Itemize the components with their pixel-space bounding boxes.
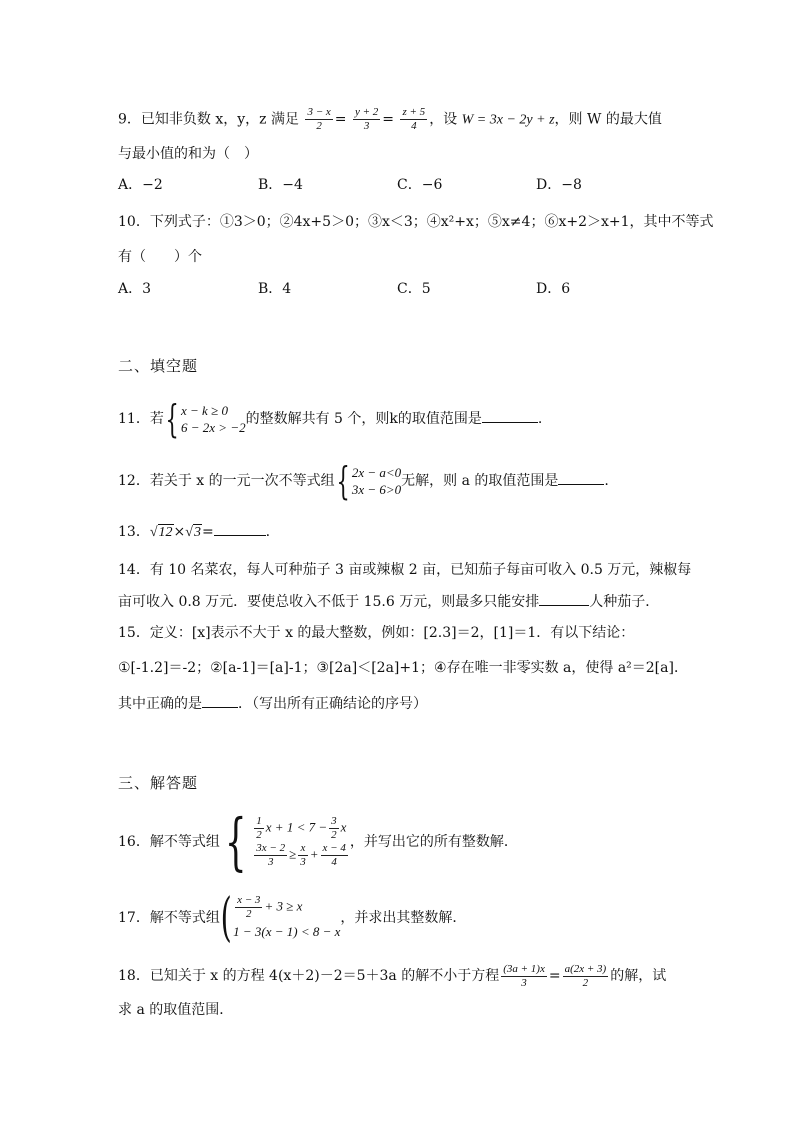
answer-blank[interactable] <box>214 523 266 536</box>
option-c: C．−6 <box>397 177 443 193</box>
period: . <box>604 473 609 489</box>
question-16 <box>118 802 518 882</box>
fraction <box>400 106 427 133</box>
question-text: 其中正确的是 <box>118 696 202 712</box>
numerator: 3x − 2 <box>256 842 286 854</box>
question-18-line-1 <box>118 958 666 994</box>
denominator: 3 <box>267 856 274 868</box>
fraction <box>254 815 264 842</box>
numerator: x − 4 <box>322 842 346 854</box>
question-12 <box>118 460 609 502</box>
numerator: x − 3 <box>237 893 261 906</box>
numerator: 3 − x <box>307 106 331 118</box>
equals-sign: = <box>201 524 214 540</box>
math-expression: x <box>340 819 347 835</box>
denominator: 2 <box>316 120 322 132</box>
option-b: B．−4 <box>258 177 303 193</box>
question-15-line-2: ①[-1.2]＝-2；②[a-1]＝[a]-1；③[2a]＜[2a]+1；④存在唯一非零实数 a，使得 a²＝2[a]． <box>118 660 688 676</box>
question-text: 的整数解共有 5 个，则k的取值范围是 <box>245 411 482 427</box>
section-heading-solve: 三、解答题 <box>118 774 199 792</box>
brace: { <box>224 805 247 878</box>
answer-blank[interactable] <box>539 593 589 606</box>
question-17 <box>118 888 466 948</box>
radicand: 3 <box>193 525 201 540</box>
times-sign: × <box>173 524 186 540</box>
numerator: a(2x + 3) <box>564 962 607 975</box>
equals-sign: = <box>382 111 395 128</box>
answer-blank[interactable] <box>558 472 604 485</box>
period: . <box>265 524 271 540</box>
system-row <box>252 815 350 842</box>
denominator: 3 <box>363 120 370 132</box>
square-root: √12 <box>149 525 173 540</box>
denominator: 2 <box>256 829 262 841</box>
math-expression: ≥ <box>289 846 297 862</box>
question-number: 9． <box>118 111 141 128</box>
system-row: x − k ≥ 0 <box>181 403 228 418</box>
system-row <box>233 894 340 921</box>
question-14-line-1: 14．有 10 名菜农，每人可种茄子 3 亩或辣椒 2 亩，已知茄子每亩可收入 0.5 万元，辣椒每 <box>118 562 692 578</box>
system-rows <box>352 464 401 498</box>
denominator: 4 <box>411 120 417 132</box>
system-row: 1 − 3(x − 1) < 8 − x <box>233 923 341 939</box>
question-number: 13． <box>118 524 150 540</box>
fraction <box>563 963 609 990</box>
system-rows <box>252 815 350 869</box>
question-15-line-1: 15．定义：[x]表示不大于 x 的最大整数，例如：[2.3]＝2，[1]＝1．有以下结论： <box>118 625 635 641</box>
numerator: z + 5 <box>402 106 426 118</box>
equals-sign: = <box>548 968 561 984</box>
inequality-system <box>220 805 350 878</box>
equals-sign: = <box>334 111 347 128</box>
denominator: 2 <box>331 829 337 841</box>
question-text: ．（写出所有正确结论的序号） <box>238 696 427 712</box>
question-text: 亩可收入 0.8 万元．要使总收入不低于 15.6 万元，则最多只能安排 <box>118 594 540 610</box>
numerator: 1 <box>256 815 262 827</box>
question-text: 的解，试 <box>610 968 667 984</box>
numerator: y + 2 <box>354 106 379 118</box>
system-row: 3x − 6>0 <box>351 482 402 497</box>
question-text: 人种茄子． <box>589 594 660 610</box>
denominator: 3 <box>521 976 527 989</box>
numerator: 3 <box>331 815 337 827</box>
option-b: B．4 <box>258 281 292 297</box>
fraction <box>353 106 380 133</box>
fraction <box>254 842 287 869</box>
inequality-system <box>220 888 341 948</box>
numerator: x <box>298 842 308 856</box>
question-text: 16．解不等式组 <box>118 834 220 850</box>
system-row: 2x − a<0 <box>351 465 402 480</box>
fraction <box>501 963 547 990</box>
question-text: 17．解不等式组 <box>118 910 220 926</box>
system-row <box>252 842 350 869</box>
system-row: 6 − 2x > −2 <box>181 420 246 435</box>
answer-blank[interactable] <box>202 695 238 708</box>
system-rows <box>233 894 340 943</box>
question-10-line-1: 10．下列式子：①3＞0；②4x+5＞0；③x＜3；④x²+x；⑤x≠4；⑥x+2＞x+1，其中不等式 <box>118 214 714 230</box>
answer-blank[interactable] <box>482 410 538 423</box>
option-c: C．5 <box>397 281 431 297</box>
question-9-line-1 <box>118 106 662 133</box>
denominator: 2 <box>246 907 252 920</box>
question-15-line-3 <box>118 694 427 714</box>
question-text: ，则 W 的最大值 <box>554 111 662 128</box>
math-expression: x + 1 < 7 − <box>265 819 328 835</box>
option-a: A．3 <box>118 281 152 297</box>
brace: ( <box>220 888 232 948</box>
math-expression: W = 3x − 2y + z <box>461 112 555 128</box>
question-11 <box>118 398 542 440</box>
brace: { <box>165 397 179 441</box>
fraction <box>298 842 308 869</box>
option-d: D．−8 <box>536 177 582 193</box>
question-10-line-2: 有（ ）个 <box>118 249 202 265</box>
question-text: ，并求出其整数解． <box>340 910 467 926</box>
brace: { <box>336 459 350 503</box>
question-text: ，并写出它的所有整数解． <box>349 834 518 850</box>
question-text: ，设 <box>429 111 458 128</box>
question-9-line-2: 与最小值的和为（ ） <box>118 146 258 162</box>
question-18-line-2: 求 a 的取值范围． <box>118 1002 234 1018</box>
denominator: 3 <box>300 856 306 868</box>
question-text: 已知非负数 x，y，z 满足 <box>140 111 300 128</box>
denominator: 4 <box>331 856 337 868</box>
question-14-line-2 <box>118 592 659 612</box>
system-rows <box>181 402 246 436</box>
inequality-system <box>164 397 246 441</box>
denominator: 2 <box>582 976 589 989</box>
square-root: √3 <box>185 525 201 540</box>
radicand: 12 <box>158 525 173 540</box>
fraction <box>321 842 348 869</box>
fraction <box>305 106 332 133</box>
inequality-system <box>335 459 402 503</box>
math-expression: + 3 ≥ x <box>264 897 303 913</box>
question-text: 18．已知关于 x 的方程 4(x＋2)－2＝5＋3a 的解不小于方程 <box>118 968 500 984</box>
question-text: 无解，则 a 的取值范围是 <box>401 473 559 489</box>
fraction <box>235 894 262 921</box>
question-number: 11．若 <box>118 411 164 427</box>
option-a: A．−2 <box>118 177 163 193</box>
fraction <box>329 815 339 842</box>
section-heading-fill-in: 二、填空题 <box>118 357 199 375</box>
question-13 <box>118 522 270 543</box>
numerator: (3a + 1)x <box>503 962 545 975</box>
option-d: D．6 <box>536 281 571 297</box>
math-expression: + <box>309 846 319 862</box>
period: . <box>537 411 543 427</box>
question-text: 12．若关于 x 的一元一次不等式组 <box>118 473 335 489</box>
